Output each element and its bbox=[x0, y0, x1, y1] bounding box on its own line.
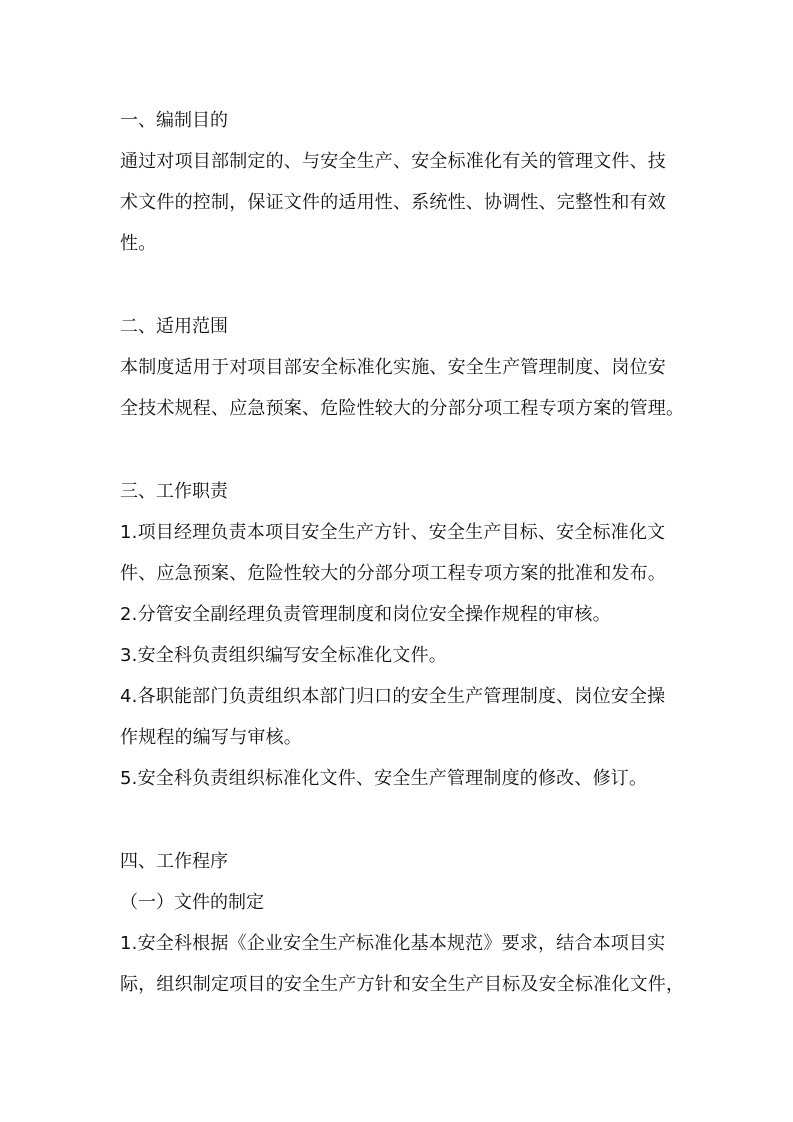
paragraph-line: 1.项目经理负责本项目安全生产方针、安全生产目标、安全标准化文 bbox=[120, 522, 666, 543]
paragraph-line: 作规程的编写与审核。 bbox=[120, 727, 302, 748]
section-spacer bbox=[120, 264, 680, 306]
paragraph-line: 5.安全科负责组织标准化文件、安全生产管理制度的修改、修订。 bbox=[120, 768, 648, 789]
paragraph-line: 1.安全科根据《企业安全生产标准化基本规范》要求，结合本项目实 bbox=[120, 933, 666, 954]
document-page bbox=[120, 100, 685, 1005]
section-heading-responsibilities: 三、工作职责 bbox=[120, 481, 228, 502]
paragraph-line: 本制度适用于对项目部安全标准化实施、安全生产管理制度、岗位安 bbox=[120, 357, 666, 378]
paragraph-line: 件、应急预案、危险性较大的分部分项工程专项方案的批准和发布。 bbox=[120, 563, 666, 584]
section-heading-purpose: 一、编制目的 bbox=[120, 110, 228, 131]
paragraph-line: 2.分管安全副经理负责管理制度和岗位安全操作规程的审核。 bbox=[120, 604, 611, 625]
paragraph-line: 全技术规程、应急预案、危险性较大的分部分项工程专项方案的管理。 bbox=[120, 398, 685, 419]
section-spacer bbox=[120, 429, 680, 471]
section-heading-scope: 二、适用范围 bbox=[120, 316, 228, 337]
paragraph-line: 3.安全科负责组织编写安全标准化文件。 bbox=[120, 645, 447, 666]
paragraph-line: 际，组织制定项目的安全生产方针和安全生产目标及安全标准化文件， bbox=[120, 974, 685, 995]
section-spacer bbox=[120, 799, 680, 841]
section-heading-procedure: 四、工作程序 bbox=[120, 851, 228, 872]
paragraph-line: 术文件的控制，保证文件的适用性、系统性、协调性、完整性和有效 bbox=[120, 192, 666, 213]
paragraph-line: 性。 bbox=[120, 233, 157, 254]
paragraph-line: 4.各职能部门负责组织本部门归口的安全生产管理制度、岗位安全操 bbox=[120, 686, 666, 707]
subsection-heading: （一）文件的制定 bbox=[120, 892, 264, 913]
paragraph-line: 通过对项目部制定的、与安全生产、安全标准化有关的管理文件、技 bbox=[120, 151, 666, 172]
